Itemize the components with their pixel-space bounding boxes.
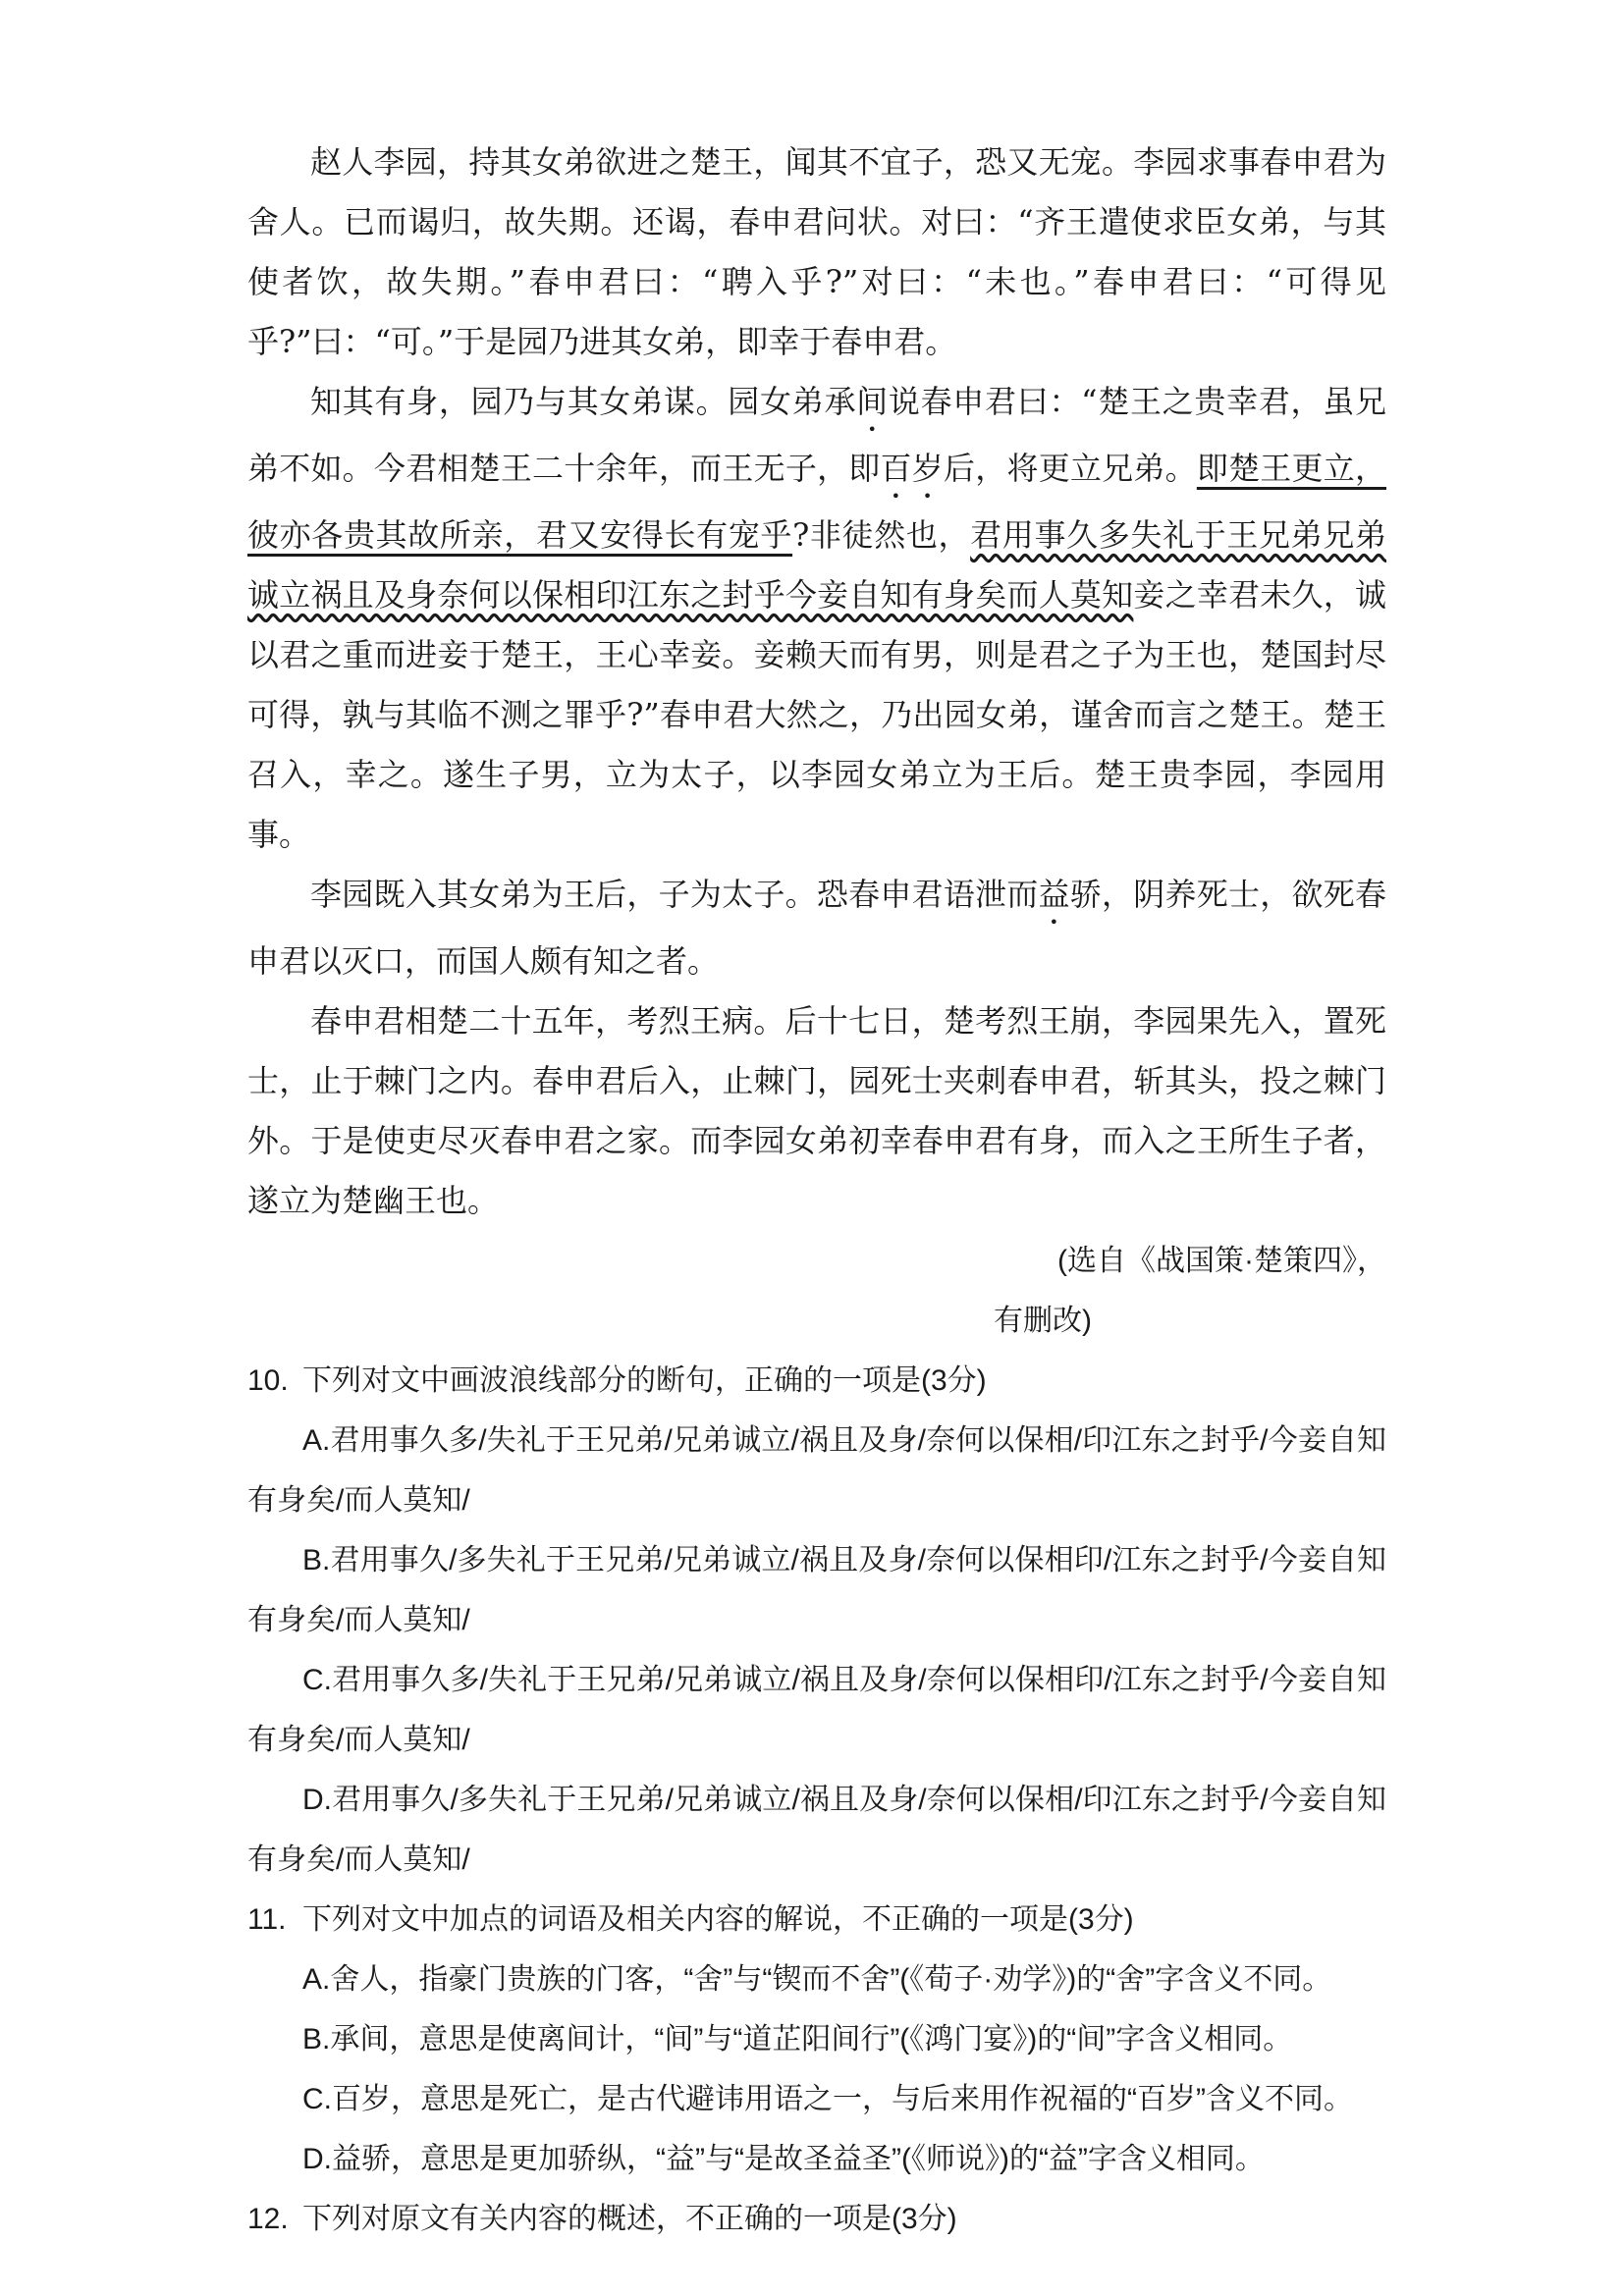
question-10-option-b: B.君用事久/多失礼于王兄弟/兄弟诚立/祸且及身/奈何以保相印/江东之封乎/今妾自知有身矣/而人莫知/ [247,1544,1386,1636]
source-citation-line-2: 有删改) [994,1305,1092,1337]
dotted-word-jian: 间 [856,383,889,420]
passage-paragraph-3 [247,865,1386,991]
question-12-number: 12. [247,2203,289,2235]
question-11-text: 下列对文中加点的词语及相关内容的解说，不正确的一项是(3分) [302,1903,1134,1936]
p2-text-a: 知其有身，园乃与其女弟谋。园女弟承 [310,383,857,420]
source-citation-line-1: (选自《战国策·楚策四》， [1057,1245,1386,1277]
question-11-option-d: D.益骄，意思是更加骄纵，“益”与“是故圣益圣”(《师说》)的“益”字含义相同。 [302,2143,1265,2175]
p3-text-a: 李园既入其女弟为王后，子为太子。恐春申君语泄而 [310,876,1039,913]
underlined-sentence: 即楚王更立，彼亦各贵其故所亲，君又安得长有宠乎 [247,450,1386,554]
p3-text-c: 骄，阴养死士，欲死春申君以灭口，而国人颇有知之者。 [247,876,1386,980]
passage-paragraph-1: 赵人李园，持其女弟欲进之楚王，闻其不宜子，恐又无宠。李园求事春申君为舍人。已而谒归，故失期。还谒，春申君问状。对曰：“齐王遣使求臣女弟，与其使者饮，故失期。”春申君曰：“聘入乎?”对曰：“未也。”春申君曰：“可得见乎?”曰：“可。”于是园乃进其女弟，即幸于春申君。 [247,143,1386,360]
dotted-word-yi: 益 [1038,876,1070,913]
p2-text-e: 后，将更立兄弟。 [944,450,1197,487]
question-11-option-a: A.舍人，指豪门贵族的门客，“舍”与“锲而不舍”(《荀子·劝学》)的“舍”字含义不同。 [302,1963,1332,1996]
wavy-underlined-sentence: 君用事久多失礼于王兄弟兄弟诚立祸且及身奈何以保相印江东之封乎今妾自知有身矣而人莫知 [247,516,1386,614]
question-11-option-c: C.百岁，意思是死亡，是古代避讳用语之一，与后来用作祝福的“百岁”含义不同。 [302,2083,1353,2115]
question-12-stem [247,2189,1386,2249]
passage [247,133,1386,2249]
question-11-option-b: B.承间，意思是使离间计，“间”与“道芷阳间行”(《鸿门宴》)的“间”字含义相同。 [302,2023,1293,2056]
question-12-text: 下列对原文有关内容的概述，不正确的一项是(3分) [302,2203,957,2235]
question-10-option-a: A.君用事久多/失礼于王兄弟/兄弟诚立/祸且及身/奈何以保相/印江东之封乎/今妾自知有身矣/而人莫知/ [247,1424,1386,1517]
question-10-stem [247,1351,1386,1411]
p2-text-c: 说春申君曰：“楚王之贵幸君，虽兄弟不如。今君相楚王二十余年，而王无子，即 [247,383,1386,487]
passage-paragraph-2 [247,372,1386,865]
question-10-option-d: D.君用事久/多失礼于王兄弟/兄弟诚立/祸且及身/奈何以保相/印江东之封乎/今妾自知有身矣/而人莫知/ [247,1784,1386,1876]
dotted-word-baisui: 百岁 [880,450,945,487]
question-11-stem [247,1890,1386,1949]
question-10-text: 下列对文中画波浪线部分的断句，正确的一项是(3分) [302,1364,987,1397]
p2-text-g: ?非徒然也， [792,516,971,554]
question-10-option-c: C.君用事久多/失礼于王兄弟/兄弟诚立/祸且及身/奈何以保相印/江东之封乎/今妾自知有身矣/而人莫知/ [247,1664,1386,1756]
question-10-number: 10. [247,1364,289,1397]
passage-paragraph-4: 春申君相楚二十五年，考烈王病。后十七日，楚考烈王崩，李园果先入，置死士，止于棘门之内。春申君后入，止棘门，园死士夹刺春申君，斩其头，投之棘门外。于是使吏尽灭春申君之家。而李园女弟初幸春申君有身，而入之王所生子者，遂立为楚幽王也。 [247,1002,1386,1219]
question-11-number: 11. [247,1903,287,1936]
p2-text-i: 妾之幸君未久，诚以君之重而进妾于楚王，王心幸妾。妾赖天而有男，则是君之子为王也，楚国封尽可得，孰与其临不测之罪乎?”春申君大然之，乃出园女弟，谨舍而言之楚王。楚王召入，幸之。遂生子男，立为太子，以李园女弟立为王后。楚王贵李园，李园用事。 [247,576,1386,853]
